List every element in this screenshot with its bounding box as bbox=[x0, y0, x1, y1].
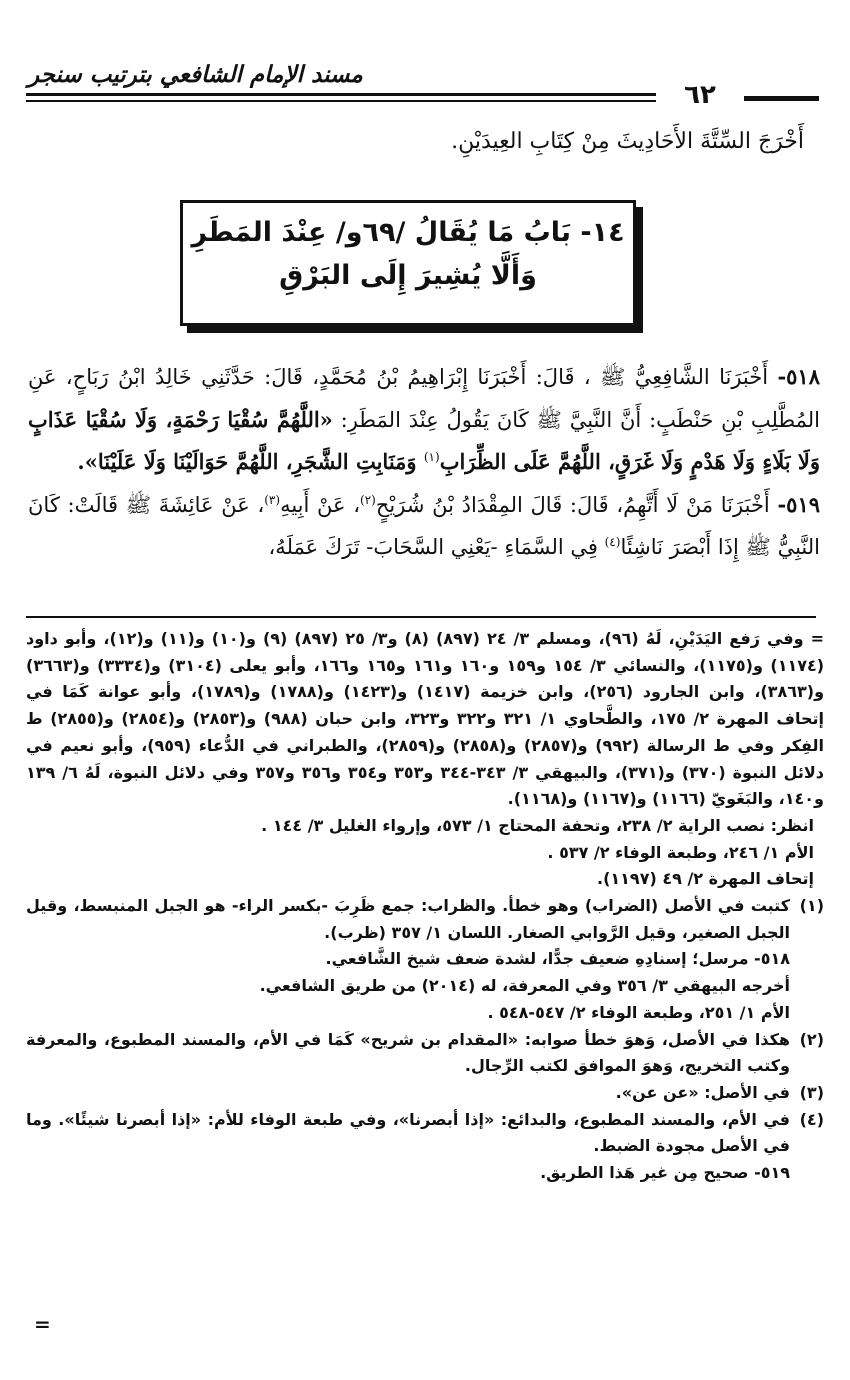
footnote-number: (٤) bbox=[799, 1109, 824, 1129]
grading-519: ٥١٩- صحيح مِن غير هَذا الطريق. bbox=[540, 1163, 790, 1183]
grading-518: ٥١٨- مرسل؛ إسنادِهِ ضعيف جدًّا، لشدة ضعف شيخ الشَّافعي. bbox=[325, 949, 790, 969]
reference-line: إتحاف المهرة ٢/ ٤٩ (١١٩٧). bbox=[597, 869, 814, 889]
intro-line: أَخْرَجَ السِّتَّةَ الأَحَادِيثَ مِنْ كِتَابِ العِيدَيْنِ. bbox=[451, 129, 804, 154]
footnote-ref: (٤) bbox=[604, 535, 621, 549]
continued-mark: = bbox=[34, 1312, 51, 1336]
footnote-number: (١) bbox=[799, 896, 824, 916]
hadith-518 bbox=[28, 356, 820, 484]
hadith-519 bbox=[28, 484, 820, 569]
footnote-2 bbox=[26, 1027, 824, 1080]
takhrij-518: أخرجه البيهقي ٣/ ٣٥٦ وفي المعرفة، له (٢٠١٤) من طريق الشافعي. bbox=[259, 976, 790, 996]
footnote-3 bbox=[26, 1080, 824, 1107]
main-text bbox=[28, 356, 820, 569]
hadith-isnad: أَخْبَرَنَا الشَّافِعِيُّ ﷺ ، قَالَ: أَخْبَرَنَا إِبْرَاهِيمُ بْنُ مُحَمَّدٍ، قَالَ: حَدَّثَنِي خَالِدُ ابْنُ رَبَاحٍ، عَنِ المُطَّلِبِ بْنِ حَنْطَبٍ: أَنَّ النَّبِيَّ ﷺ كَانَ يَقُولُ عِنْدَ المَطَرِ: bbox=[28, 365, 820, 432]
hadith-quote: «اللَّهُمَّ سُقْيَا رَحْمَةٍ، وَلَا سُقْيَا عَذَابٍ وَلَا بَلَاءٍ وَلَا هَدْمٍ وَلَا غَرَقٍ، اللَّهُمَّ عَلَى الظِّرَابِ bbox=[28, 406, 820, 474]
reference-518: الأم ١/ ٢٥١، وطبعة الوفاء ٢/ ٥٤٧-٥٤٨ . bbox=[487, 1002, 790, 1022]
reference-line: الأم ١/ ٢٤٦، وطبعة الوفاء ٢/ ٥٣٧ . bbox=[547, 842, 814, 862]
footnote-text: كتبت في الأصل (الضراب) وهو خطأ. والظراب: جمع ظَرِبَ -بكسر الراء- هو الجبل المنبسط، وقيل الجبل الصغير، وقيل الرَّوابي الصغار. اللسان ١/ ٣٥٧ (ظرب). bbox=[26, 896, 790, 942]
footnote-4 bbox=[26, 1107, 824, 1187]
footnote-ref: (١) bbox=[423, 450, 440, 464]
footnote-separator bbox=[26, 616, 816, 618]
header-rule bbox=[26, 93, 656, 96]
takhrij-continued: = وفي رَفع اليَدَيْنِ، لَهُ (٩٦)، ومسلم ٣/ ٢٤ (٨٩٧) (٨) و٣/ ٢٥ (٨٩٧) (٩) و(١٠) و(١١) و(١٢)، وأبو داود (١١٧٤) و(١١٧٥)، والنسائي ٣/ ١٥٤ و١٥٩ و١٦٠ و١٦١ و١٦٥ و١٦٦، وأبو يعلى (٣١٠٤) و(٣٣٣٤) و(٣٦٦٣) و(٣٨٦٣)، وابن الجارود (٢٥٦)، وابن خزيمة (١٤١٧) و(١٤٢٣) و(١٧٨٨) و(١٧٨٩)، وأبو عوانة كَمَا في إتحاف المهرة ٢/ ١٧٥، والطَّحاوي ١/ ٣٢١ و٣٢٢ و٣٢٣، وابن حبان (٩٨٨) و(٢٨٥٣) و(٢٨٥٤) و(٢٨٥٥) ط الفِكر وفي ط الرسالة (٩٩٢) و(٢٨٥٧) و(٢٨٥٨) و(٢٨٥٩)، والطبراني في الدُّعاء (٩٥٩)، وأبو نعيم في دلائل النبوة (٣٧٠) و(٣٧١)، والبيهقي ٣/ ٣٤٣-٣٤٤ و٣٥٣ و٣٥٤ و٣٥٦ و٣٥٧ وفي دلائل النبوة، لَهُ ٦/ ١٣٩ و١٤٠، والبَغَويّ (١١٦٦) و(١١٦٧) و(١١٦٨). bbox=[26, 629, 825, 809]
hadith-text: ، عَنْ أَبِيهِ bbox=[280, 492, 361, 517]
footnote-text: في الأم، والمسند المطبوع، والبدائع: «إذا أبصرنا»، وفي طبعة الوفاء للأم: «إذا أبصرنا شيئًا». وما في الأصل مجودة الضبط. bbox=[26, 1109, 790, 1156]
header-rule-thin bbox=[26, 100, 656, 102]
hadith-text: فِي السَّمَاءِ -يَعْنِي السَّحَابَ- تَرَكَ عَمَلَهُ، bbox=[268, 535, 605, 559]
header-rule-right bbox=[744, 96, 819, 101]
hadith-quote-end: وَمَنَابِتِ الشَّجَرِ، اللَّهُمَّ حَوَالَيْنَا وَلَا عَلَيْنَا». bbox=[77, 449, 424, 474]
footnote-ref: (٢) bbox=[360, 492, 376, 507]
hadith-number: ٥١٩- bbox=[777, 491, 821, 517]
page-number: ٦٢ bbox=[684, 80, 716, 110]
hadith-number: ٥١٨- bbox=[777, 364, 820, 389]
chapter-heading-box bbox=[180, 200, 636, 326]
chapter-title-line1: ١٤- بَابُ مَا يُقَالُ /٦٩و/ عِنْدَ المَطَرِ bbox=[191, 217, 625, 248]
hadith-text: أَخْبَرَنَا مَنْ لَا أَتَّهِمُ، قَالَ: قَالَ المِقْدَادُ بْنُ شُرَيْحٍ bbox=[375, 492, 778, 517]
footnote-number: (٣) bbox=[799, 1082, 824, 1102]
footnotes bbox=[26, 626, 824, 1187]
reference-line: انظر: نصب الراية ٢/ ٢٣٨، وتحفة المحتاج ١/ ٥٧٣، وإرواء الغليل ٣/ ١٤٤ . bbox=[261, 815, 814, 835]
footnote-ref: (٣) bbox=[264, 492, 281, 507]
footnote-1 bbox=[26, 893, 824, 1027]
hadith-text: ، عَنْ عَائِشَةَ ﷺ قَالَتْ: كَانَ النَّبِيُّ ﷺ إِذَا أَبْصَرَ نَاشِئًا bbox=[28, 492, 820, 559]
running-title: مسند الإمام الشافعي بترتيب سنجر bbox=[28, 62, 363, 88]
chapter-title-line2: وَأَلَّا يُشِيرَ إِلَى البَرْقِ bbox=[279, 260, 537, 291]
footnote-number: (٢) bbox=[799, 1029, 824, 1049]
footnote-text: في الأصل: «عن عن». bbox=[615, 1082, 790, 1102]
footnote-text: هكذا في الأصل، وَهوَ خطأ صوابه: «المقدام بن شريح» كَمَا في الأم، والمسند المطبوع، والمعرفة وكتب التخريج، وَهوَ الموافق لكتب الرِّجال. bbox=[26, 1029, 790, 1076]
